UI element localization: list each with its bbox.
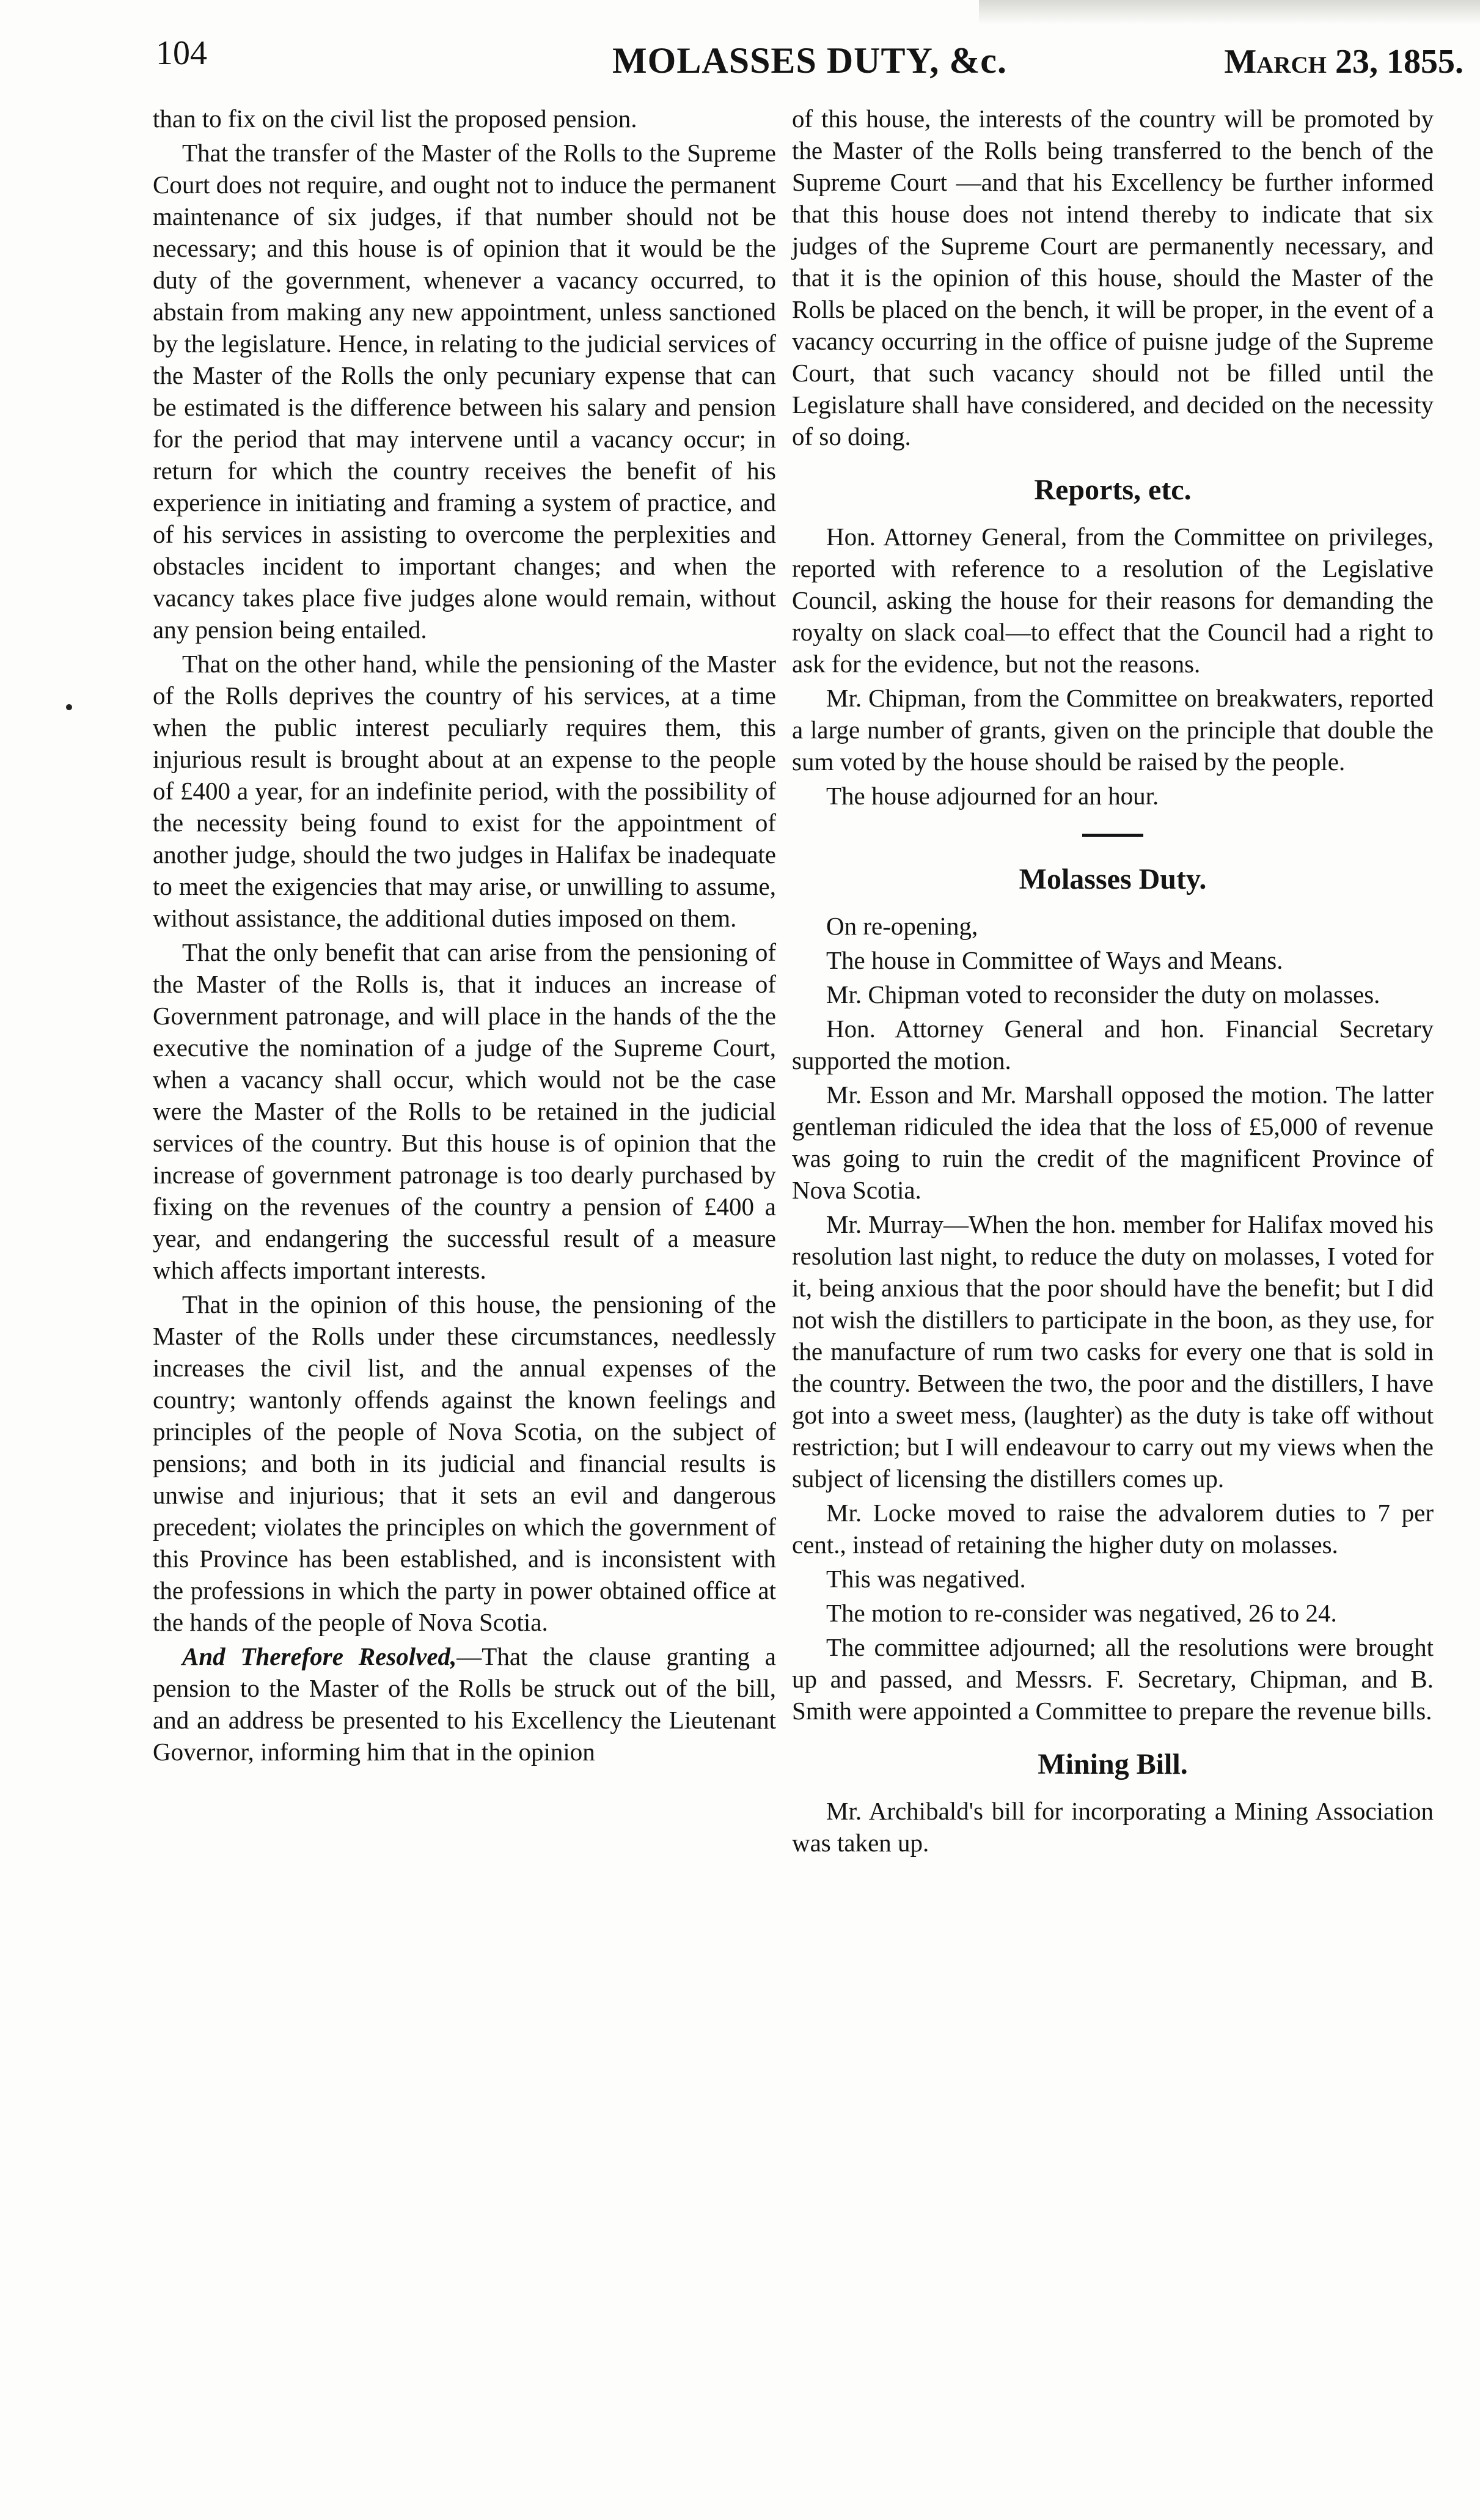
resolved-lead: And Therefore Resolved, xyxy=(182,1642,457,1670)
page-number: 104 xyxy=(156,34,207,72)
running-title: MOLASSES DUTY, &c. xyxy=(612,40,1007,81)
molasses-paragraph-5: Mr. Esson and Mr. Marshall opposed the motion. The latter gentleman ridiculed the idea that the loss of £5,000 of revenue was going to ruin the credit of the magnificent Province of Nova Scotia. xyxy=(792,1081,1434,1204)
molasses-paragraph-10: The committee adjourned; all the resolutions were brought up and passed, and Messrs. F. Secretary, Chipman, and B. Smith were appointed a Committee to prepare the revenue bills. xyxy=(792,1633,1434,1725)
reports-paragraph-3: The house adjourned for an hour. xyxy=(826,782,1159,810)
right-continuation: of this house, the interests of the country will be promoted by the Master of the Rolls being transferred to the bench of the Supreme Court —and that his Excellency be further informed that this house does not intend thereby to indicate that six judges of the Supreme Court are permanently necessary, and that it is the opinion of this house, should the Master of the Rolls be placed on the bench, it will be proper, in the event of a vacancy occurring in the office of puisne judge of the Supreme Court, that such vacancy should not be filled until the Legislature shall have considered, and decided on the necessity of so doing. xyxy=(792,105,1434,450)
reports-heading: Reports, etc. xyxy=(1034,474,1192,506)
molasses-paragraph-6: Mr. Murray—When the hon. member for Halifax moved his resolution last night, to reduce the duty on molasses, I voted for it, being anxious that the poor should have the benefit; but I did not wish the distillers to participate in the boon, as they use, for the manufacture of rum two casks for every one that is sold in the country. Between the two, the poor and the distillers, I have got into a sweet mess, (laughter) as the duty is take off without restriction; but I will endeavour to carry out my views when the subject of licensing the distillers comes up. xyxy=(792,1210,1434,1493)
molasses-paragraph-9: The motion to re-consider was negatived, 26 to 24. xyxy=(826,1599,1337,1627)
left-paragraph-1: than to fix on the civil list the proposed pension. xyxy=(153,105,637,133)
molasses-paragraph-1: On re-opening, xyxy=(826,912,978,940)
molasses-paragraph-8: This was negatived. xyxy=(826,1565,1026,1593)
left-paragraph-3: That on the other hand, while the pensioning of the Master of the Rolls deprives the country of his services, at a time when the public interest peculiarly requires them, this injurious result is brought about at an expense to the people of £400 a year, for an indefinite period, with the possibility of the necessity being found to exist for the appointment of another judge, should the two judges in Halifax be inadequate to meet the exigencies that may arise, or unwilling to assume, without assistance, the additional duties imposed on them. xyxy=(153,650,776,932)
mining-paragraph: Mr. Archibald's bill for incorporating a Mining Association was taken up. xyxy=(792,1797,1434,1857)
left-paragraph-2: That the transfer of the Master of the Rolls to the Supreme Court does not require, and ought not to induce the permanent maintenance of six judges, if that number should not be necessary; and this house is of opinion that it would be the duty of the government, whenever a vacancy occurred, to abstain from making any new appointment, unless sanctioned by the legislature. Hence, in relating to the judicial services of the Master of the Rolls the only pecuniary expense that can be estimated is the difference between his salary and pension for the period that may intervene until a vacancy occur; in return for which the country receives the benefit of his experience in initiating and framing a system of practice, and of his services in assisting to overcome the perplexities and obstacles incident to important changes; and when the vacancy takes place five judges alone would remain, without any pension being entailed. xyxy=(153,139,776,644)
molasses-paragraph-4: Hon. Attorney General and hon. Financial Secretary supported the motion. xyxy=(792,1015,1434,1074)
reports-paragraph-1: Hon. Attorney General, from the Committee on privileges, reported with reference to a resolution of the Legislative Council, asking the house for their reasons for demanding the royalty on slack coal—to effect that the Council had a right to ask for the evidence, but not the reasons. xyxy=(792,523,1434,678)
reports-paragraph-2: Mr. Chipman, from the Committee on breakwaters, reported a large number of grants, given on the principle that double the sum voted by the house should be raised by the people. xyxy=(792,684,1434,776)
left-paragraph-4: That the only benefit that can arise from the pensioning of the Master of the Rolls is, that it induces an increase of Government patronage, and will place in the hands of the the executive the nomination of a judge of the Supreme Court, when a vacancy shall occur, which would not be the case were the Master of the Rolls to be retained in the judicial services of the country. But this house is of opinion that the increase of government patronage is too dearly purchased by fixing on the revenues of the country a pension of £400 a year, and endangering the successful result of a measure which affects important interests. xyxy=(153,938,776,1284)
issue-date: March 23, 1855. xyxy=(1224,43,1464,81)
margin-ink-speck xyxy=(66,704,72,710)
molasses-heading: Molasses Duty. xyxy=(1019,863,1207,895)
right-column xyxy=(792,103,1434,1861)
page-header xyxy=(156,34,1464,101)
molasses-paragraph-7: Mr. Locke moved to raise the advalorem duties to 7 per cent., instead of retaining the higher duty on molasses. xyxy=(792,1499,1434,1559)
left-paragraph-5: That in the opinion of this house, the pensioning of the Master of the Rolls under these circumstances, needlessly increases the civil list, and the annual expenses of the country; wantonly offends against the known feelings and principles of the people of Nova Scotia, on the subject of pensions; and both in its judicial and financial results is unwise and injurious; that it sets an evil and dangerous precedent; violates the principles on which the government of this Province has been established, and is inconsistent with the professions in which the party in power obtained office at the hands of the people of Nova Scotia. xyxy=(153,1290,776,1636)
left-column xyxy=(153,103,776,1770)
resolution-paragraph xyxy=(153,1640,776,1768)
section-divider-rule xyxy=(1082,834,1143,837)
page-edge-shadow xyxy=(979,0,1480,24)
molasses-paragraph-2: The house in Committee of Ways and Means. xyxy=(826,946,1283,974)
molasses-paragraph-3: Mr. Chipman voted to reconsider the duty on molasses. xyxy=(826,980,1380,1008)
resolved-text: —That the clause granting a pension to the Master of the Rolls be struck out of the bill, and an address be presented to his Excellency the Lieutenant Governor, informing him that in the opinion xyxy=(153,1642,776,1766)
mining-heading: Mining Bill. xyxy=(1038,1748,1188,1780)
